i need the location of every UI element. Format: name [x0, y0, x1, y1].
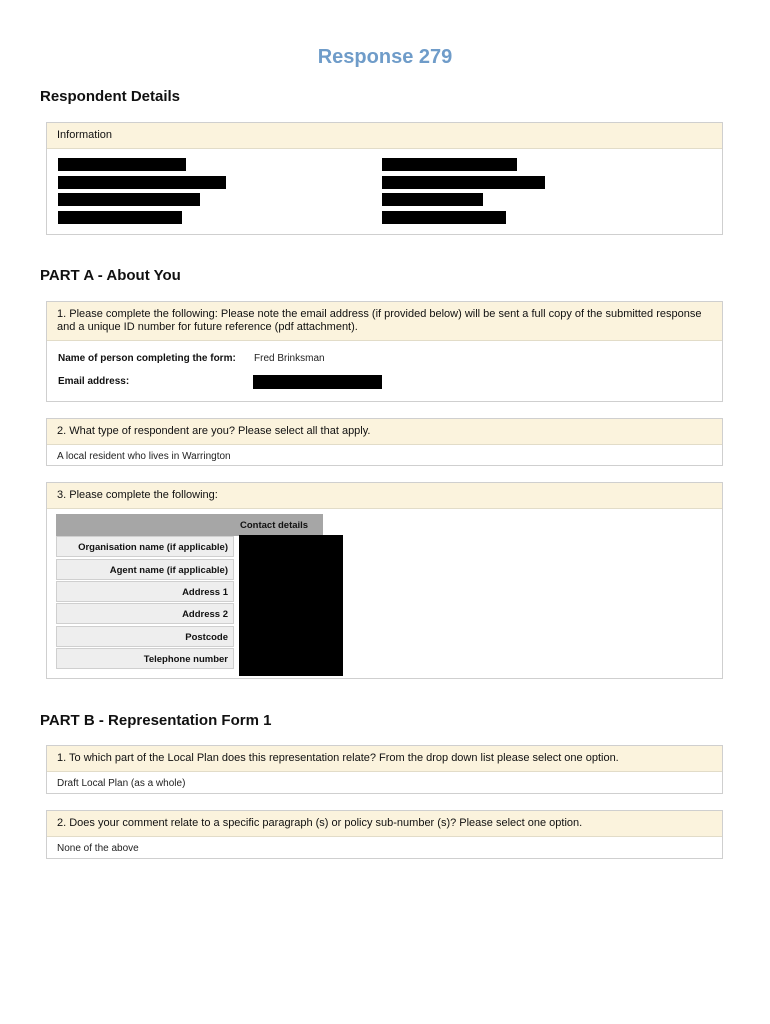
- contact-table-row: [56, 559, 234, 580]
- part-a-question-2-text: 2. What type of respondent are you? Please select all that apply.: [47, 419, 722, 445]
- part-a-question-1-text: 1. Please complete the following: Please note the email address (if provided below) will be sent a full copy of the submitted response and a unique ID number for future reference (pdf attachment).: [47, 302, 722, 341]
- contact-table-header-label: Contact details: [240, 520, 309, 531]
- redacted-block: [58, 158, 186, 171]
- contact-table-row: [56, 648, 234, 669]
- name-label: Name of person completing the form:: [58, 353, 236, 364]
- redacted-block: [382, 158, 517, 171]
- redacted-block: [58, 176, 226, 189]
- document-title: Response 279: [317, 46, 453, 68]
- part-b-question-1-box: [46, 745, 723, 794]
- redacted-block: [58, 211, 182, 224]
- part-b-question-1-answer: Draft Local Plan (as a whole): [57, 778, 186, 789]
- contact-table-row: [56, 603, 234, 624]
- part-b-heading: PART B - Representation Form 1: [40, 712, 272, 729]
- respondent-details-heading: Respondent Details: [40, 88, 181, 105]
- contact-row-label: Address 2: [182, 609, 228, 620]
- part-a-heading: PART A - About You: [40, 267, 181, 284]
- redacted-block: [58, 193, 200, 206]
- redacted-contact-values: [239, 535, 343, 676]
- part-b-question-2-text: 2. Does your comment relate to a specific paragraph (s) or policy sub-number (s)? Please select one option.: [47, 811, 722, 837]
- part-b-question-1-text: 1. To which part of the Local Plan does this representation relate? From the drop down list please select one option.: [47, 746, 722, 772]
- redacted-email: [253, 375, 382, 389]
- contact-table-row: [56, 581, 234, 602]
- part-a-question-2-answer: A local resident who lives in Warrington: [57, 451, 231, 462]
- contact-row-label: Telephone number: [143, 654, 228, 665]
- name-value: Fred Brinksman: [254, 353, 325, 364]
- redacted-block: [382, 211, 506, 224]
- part-b-question-2-box: [46, 810, 723, 859]
- part-a-question-1-box: [46, 301, 723, 402]
- contact-table-header: [56, 514, 323, 536]
- redacted-block: [382, 176, 545, 189]
- redacted-block: [382, 193, 483, 206]
- contact-row-label: Organisation name (if applicable): [78, 542, 228, 553]
- part-a-question-2-box: [46, 418, 723, 466]
- contact-table-row: [56, 536, 234, 557]
- part-b-question-2-answer: None of the above: [57, 843, 139, 854]
- email-label: Email address:: [58, 376, 130, 387]
- part-a-question-3-text: 3. Please complete the following:: [47, 483, 722, 509]
- contact-row-label: Address 1: [182, 587, 228, 598]
- contact-row-label: Postcode: [185, 632, 228, 643]
- information-box-title: Information: [47, 123, 722, 149]
- contact-table-row: [56, 626, 234, 647]
- contact-row-label: Agent name (if applicable): [109, 565, 228, 576]
